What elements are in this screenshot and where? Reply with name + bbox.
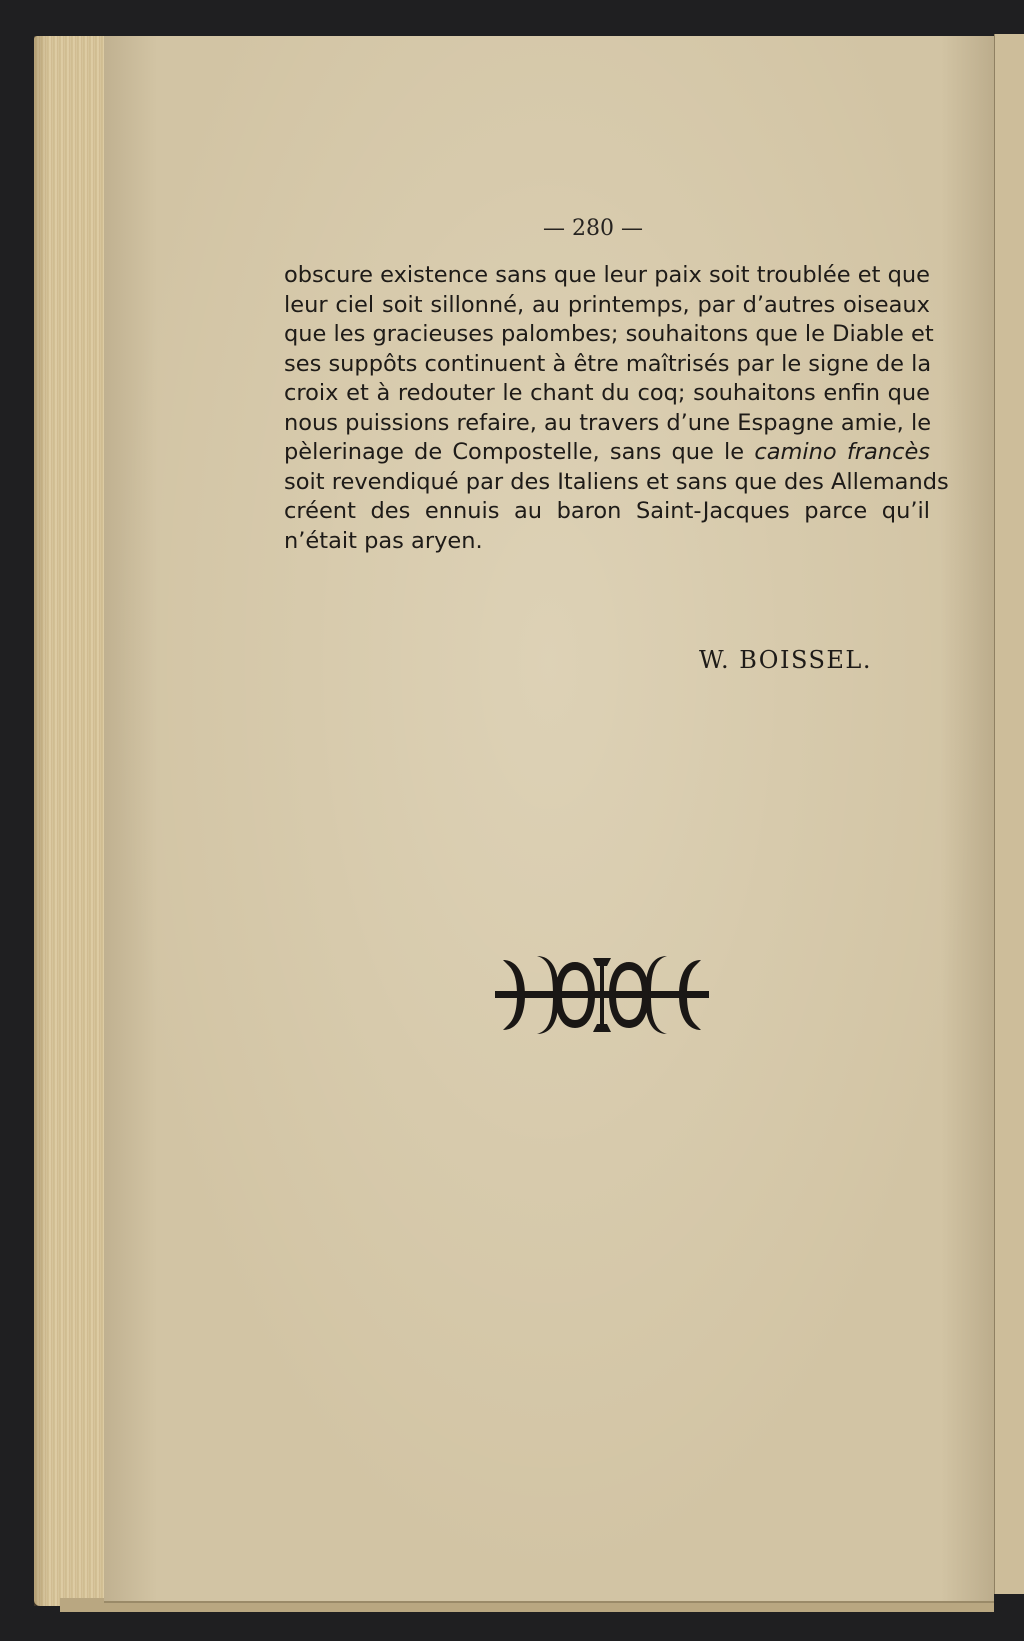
text-line: leur ciel soit sillonné, au printemps, par d’autres oiseaux <box>284 291 930 318</box>
facing-page-edge <box>994 34 1024 1594</box>
text-line: soit revendiqué par des Italiens et sans que des Allemands <box>284 468 949 495</box>
author-signature: W. BOISSEL. <box>698 646 872 674</box>
text-line: croix et à redouter le chant du coq; souhaitons enfin que <box>284 380 930 406</box>
page-stack-edges <box>34 36 106 1606</box>
text-line-with-italic <box>284 438 930 468</box>
text-line: créent des ennuis au baron Saint-Jacques parce qu’il <box>284 498 930 524</box>
text-line: que les gracieuses palombes; souhaitons que le Diable et <box>284 321 934 347</box>
page-number: — 280 — <box>543 216 643 241</box>
text-line-segment: pèlerinage de Compostelle, sans que le <box>284 439 745 465</box>
italic-phrase: camino francès <box>754 439 931 465</box>
text-line: ses suppôts continuent à être maîtrisés par le signe de la <box>284 350 932 377</box>
printers-ornament-icon <box>495 954 709 1036</box>
text-line: obscure existence sans que leur paix soit troublée et que <box>284 262 930 288</box>
book-page <box>104 36 994 1601</box>
text-line: nous puissions refaire, au travers d’une Espagne amie, le <box>284 409 932 436</box>
text-line: n’était pas aryen. <box>284 527 483 554</box>
body-paragraph <box>284 261 949 556</box>
